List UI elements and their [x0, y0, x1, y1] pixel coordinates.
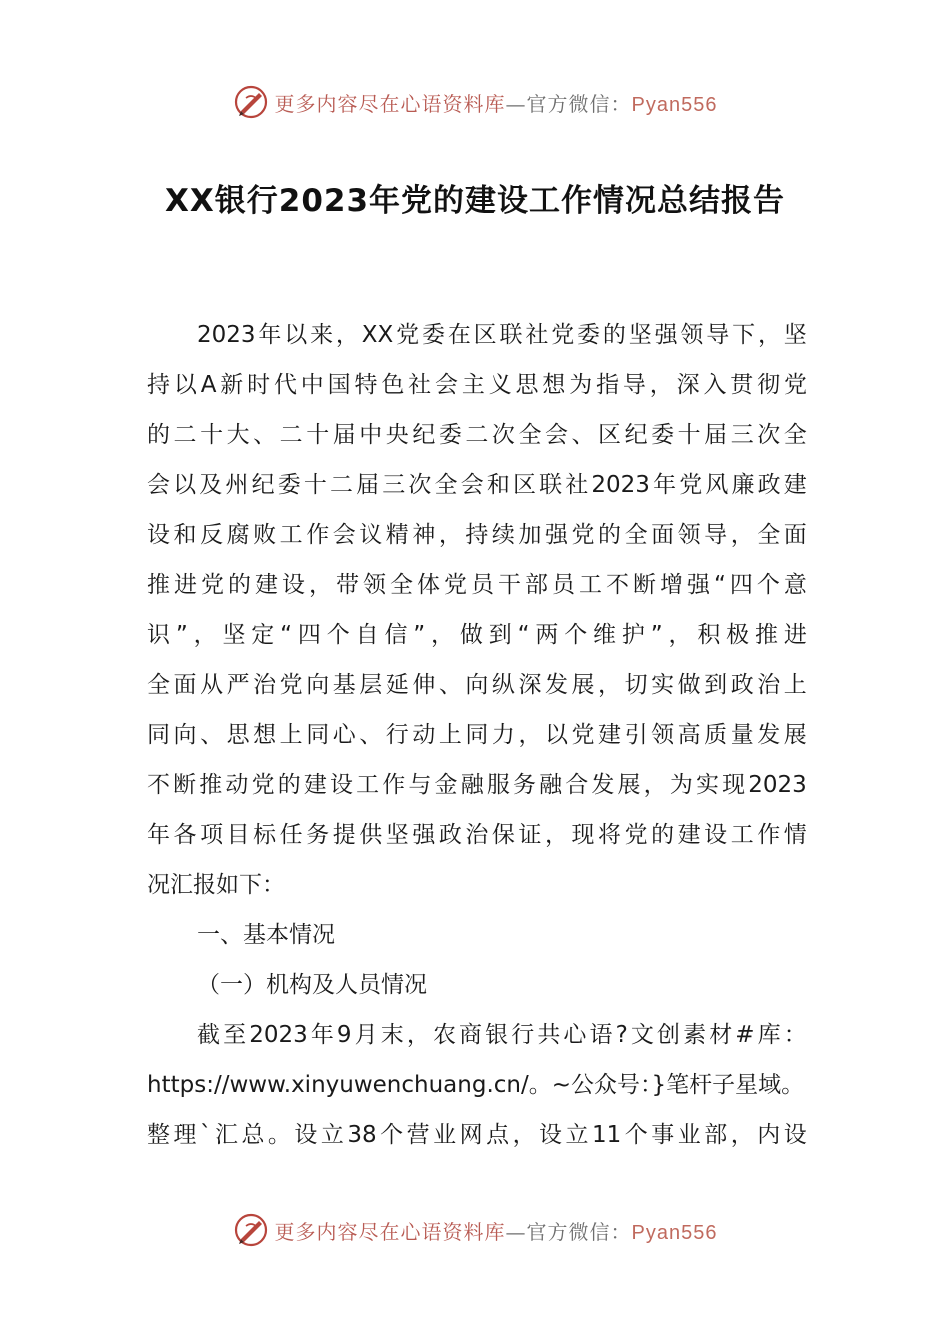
paragraph-line: 整 理 ` 汇 总 。 设 立 38 个 营 业 网 点 ， 设 立 11 个 事 业 部 ， 内 设	[147, 1122, 807, 1148]
pen-logo-icon	[233, 1212, 269, 1248]
document-body	[147, 310, 807, 1160]
paragraph-line: 推 进 党 的 建 设 ， 带 领 全 体 党 员 干 部 员 工 不 断 增 强 “ 四 个 意	[147, 572, 807, 598]
paragraph-line: 持 以 A 新 时 代 中 国 特 色 社 会 主 义 思 想 为 指 导 ， 深 入 贯 彻 党	[147, 372, 807, 398]
banner-library-text: 更多内容尽在心语资料库	[274, 91, 506, 116]
banner-wechat-label: 官方微信：	[526, 91, 632, 116]
paragraph-line: 年 各 项 目 标 任 务 提 供 坚 强 政 治 保 证 ， 现 将 党 的 建 设 工 作 情	[147, 822, 807, 848]
paragraph-line: 况汇报如下：	[147, 872, 285, 898]
banner-wechat-label: 官方微信：	[526, 1219, 632, 1244]
document-title: XX银行2023年党的建设工作情况总结报告	[164, 183, 786, 219]
paragraph-line: 截 至 2023 年 9 月 末 ， 农 商 银 行 共 心 语 ? 文 创 素 材 # 库 ：	[197, 1022, 807, 1048]
paragraph-line: 设 和 反 腐 败 工 作 会 议 精 神 ， 持 续 加 强 党 的 全 面 领 导 ， 全 面	[147, 522, 807, 548]
header-watermark-banner	[0, 82, 950, 122]
banner-dash: —	[505, 91, 527, 116]
section-heading: 一、基本情况	[197, 922, 335, 948]
paragraph-line: 2023 年 以 来 ， XX 党 委 在 区 联 社 党 委 的 坚 强 领 导 下 ， 坚	[197, 322, 807, 348]
banner-wechat-id: Pyan556	[631, 93, 718, 116]
paragraph-line: 全 面 从 严 治 党 向 基 层 延 伸 、 向 纵 深 发 展 ， 切 实 做 到 政 治 上	[147, 672, 807, 698]
paragraph-line: 不 断 推 动 党 的 建 设 工 作 与 金 融 服 务 融 合 发 展 ， 为 实 现 2023	[147, 772, 807, 798]
paragraph-line: 识 ” ， 坚 定 “ 四 个 自 信 ” ， 做 到 “ 两 个 维 护 ” ， 积 极 推 进	[147, 622, 807, 648]
paragraph-line: https://www.xinyuwenchuang.cn/。~公众号：}笔杆子星域。	[147, 1072, 805, 1098]
footer-watermark-banner	[0, 1210, 950, 1250]
pen-logo-icon	[233, 84, 269, 120]
paragraph-line: 会 以 及 州 纪 委 十 二 届 三 次 全 会 和 区 联 社 2023 年 党 风 廉 政 建	[147, 472, 807, 498]
banner-dash: —	[505, 1219, 527, 1244]
paragraph-line: 同 向 、 思 想 上 同 心 、 行 动 上 同 力 ， 以 党 建 引 领 高 质 量 发 展	[147, 722, 807, 748]
banner-wechat-id: Pyan556	[631, 1221, 718, 1244]
paragraph-line: 的 二 十 大 、 二 十 届 中 央 纪 委 二 次 全 会 、 区 纪 委 十 届 三 次 全	[147, 422, 807, 448]
banner-library-text: 更多内容尽在心语资料库	[274, 1219, 506, 1244]
subsection-heading: （一）机构及人员情况	[197, 972, 427, 998]
